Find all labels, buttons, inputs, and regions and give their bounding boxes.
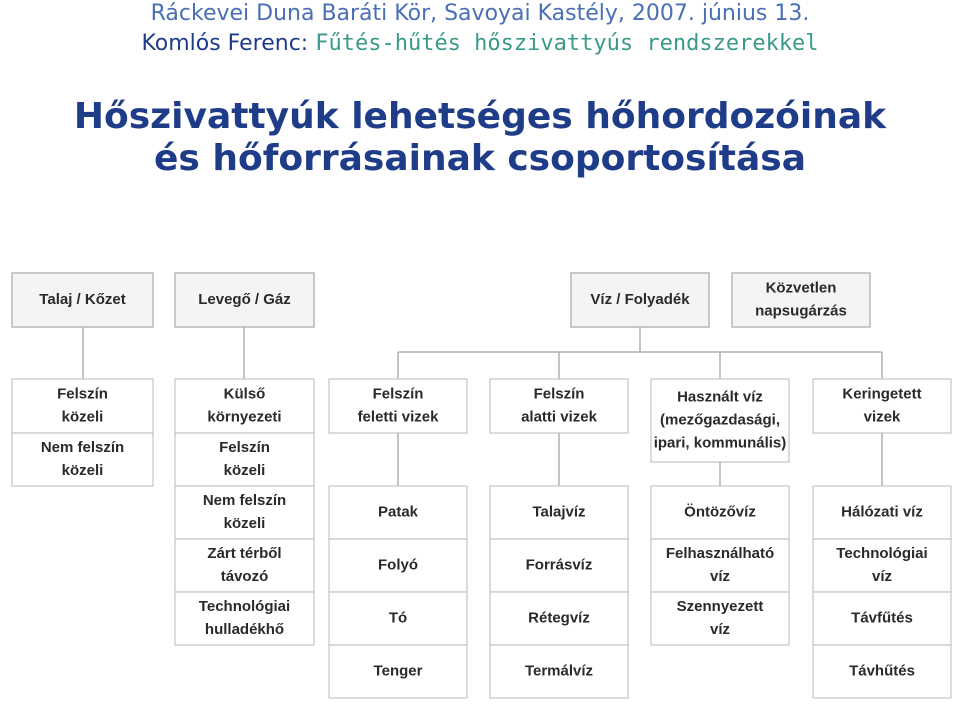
source-item-label: Nem felszín <box>40 438 125 456</box>
source-item-label: Távhűtés <box>849 662 915 680</box>
column-header-label: környezeti <box>207 408 282 426</box>
top-category-label: Talaj / Kőzet <box>39 290 126 308</box>
column-header-label: Használt víz <box>677 388 763 406</box>
column-header-label: közeli <box>61 408 104 426</box>
source-item-label: víz <box>871 567 893 585</box>
source-item-label: Rétegvíz <box>528 609 590 627</box>
top-category-label: Víz / Folyadék <box>590 290 690 308</box>
column-header-label: vizek <box>863 408 901 426</box>
source-item-label: Technológiai <box>836 544 928 562</box>
column-header-label: Felszín <box>372 385 424 403</box>
column-header-label: (mezőgazdasági, <box>659 411 781 429</box>
column-header-label: Külső <box>223 385 266 403</box>
column-header-label: Keringetett <box>842 385 922 403</box>
source-item-label: Felszín <box>219 438 270 456</box>
title-line-2: és hőforrásainak csoportosítása <box>153 138 807 179</box>
title-line-1: Hőszivattyúk lehetséges hőhordozóinak <box>73 96 887 137</box>
source-item-label: víz <box>709 567 731 585</box>
source-item-label: távozó <box>220 567 269 585</box>
column-header-label: alatti vizek <box>521 408 597 426</box>
source-item-label: közeli <box>223 461 266 479</box>
column-header-label: ipari, kommunális) <box>653 434 787 452</box>
event-header: Ráckevei Duna Baráti Kör, Savoyai Kastély, 2007. június 13. <box>150 1 810 26</box>
source-item-label: Zárt térből <box>207 544 282 562</box>
source-item-label: Technológiai <box>198 597 291 615</box>
top-category-label: napsugárzás <box>755 302 847 320</box>
top-category-label: Közvetlen <box>765 279 837 297</box>
source-item-label: Forrásvíz <box>525 556 593 574</box>
top-category-label: Levegő / Gáz <box>198 290 291 308</box>
source-item-label: Felhasználható <box>665 544 775 562</box>
source-item-label: közeli <box>61 461 104 479</box>
source-item-label: Tenger <box>373 662 423 680</box>
source-item-label: víz <box>709 620 731 638</box>
source-item-label: Távfűtés <box>851 609 913 627</box>
source-item-label: Termálvíz <box>524 662 594 680</box>
source-item-label: Hálózati víz <box>841 503 923 521</box>
source-item-label: közeli <box>223 514 266 532</box>
source-item-label: Talajvíz <box>532 503 586 521</box>
source-item-label: Öntözővíz <box>684 503 756 521</box>
column-header-label: Felszín <box>57 385 108 403</box>
source-item-label: Szennyezett <box>676 597 764 615</box>
author-name: Komlós Ferenc: <box>141 31 309 56</box>
source-item-label: Tó <box>388 609 408 627</box>
source-item-label: Folyó <box>378 556 418 574</box>
source-item-label: Nem felszín <box>202 491 287 509</box>
source-item-label: hulladékhő <box>204 620 285 638</box>
lecture-topic: Fűtés-hűtés hőszivattyús rendszerekkel <box>315 31 819 56</box>
column-header-label: feletti vizek <box>357 408 439 426</box>
source-item-label: Patak <box>377 503 419 521</box>
column-header-label: Felszín <box>533 385 585 403</box>
